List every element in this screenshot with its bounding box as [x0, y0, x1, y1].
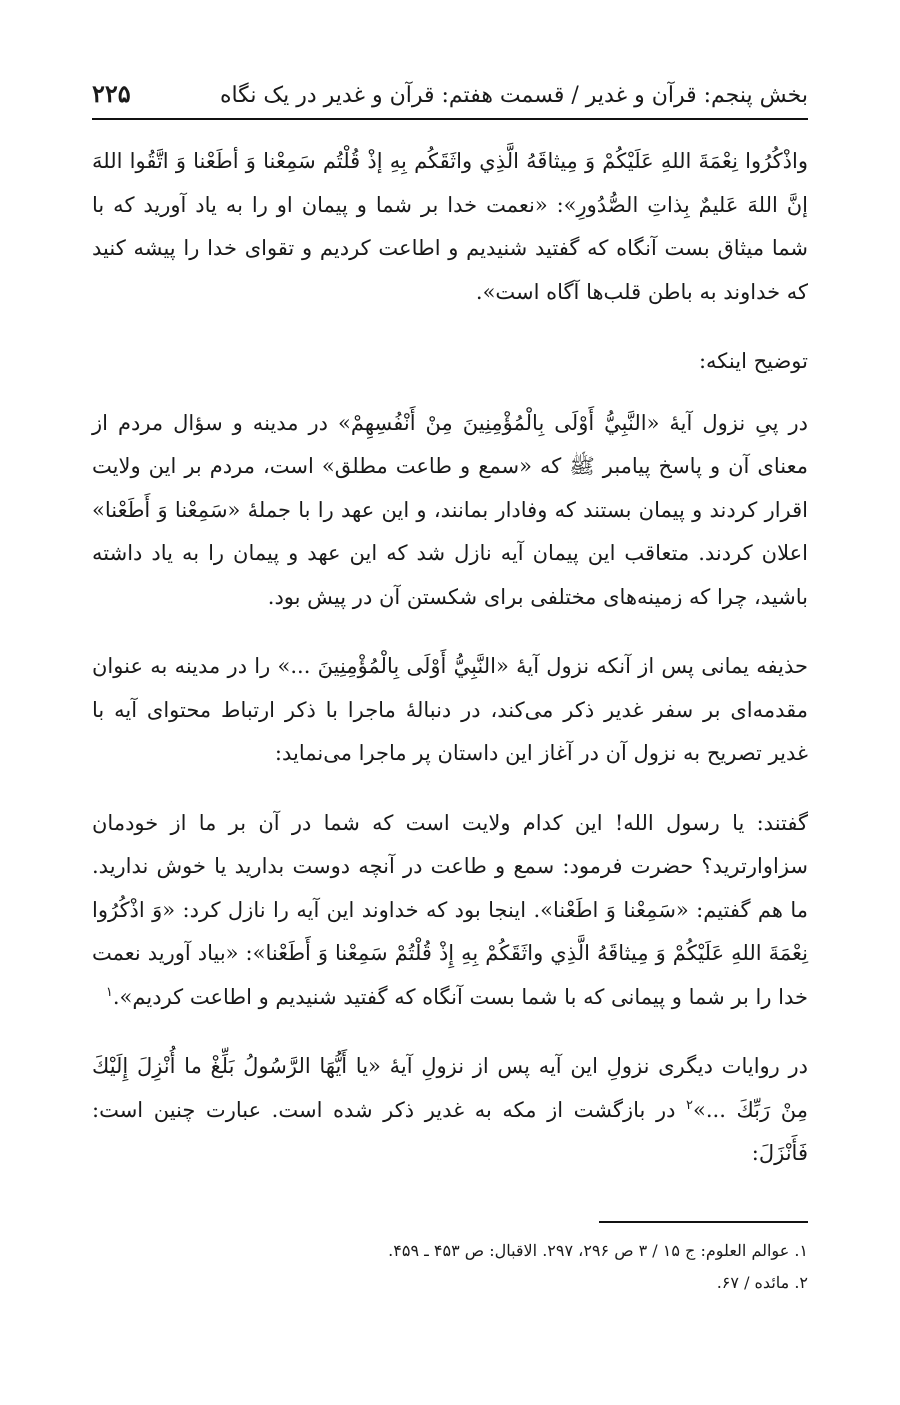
footnote-2: ۲. مائده / ۶۷. — [716, 1273, 808, 1292]
header-divider — [92, 118, 808, 120]
narration-text-part1: در روایات دیگری نزولِ این آیه پس از نزولِ آیهٔ «يا أَيُّهَا الرَّسُولُ بَلِّغْ ما أُنْزِلَ إِلَيْكَ مِنْ رَبِّكَ ...» — [92, 1054, 808, 1122]
body-text — [92, 140, 808, 1202]
paragraph-other-narrations — [92, 1045, 808, 1176]
quotation-text: گفتند: یا رسول الله! این کدام ولایت است که شما در آن بر ما از خودمان سزاوارترید؟ حضرت فرمود: سمع و طاعت در آنچه دوست بدارید یا خوش ندارید. ما هم گفتیم: «سَمِعْنا وَ اطَعْنا». اینجا بود که خداوند این آیه را نازل کرد: «وَ اذْكُرُوا نِعْمَةَ اللهِ عَلَيْكُمْ وَ مِيثاقَهُ الَّذِي واثَقَكُمْ بِهِ إِذْ قُلْتُمْ سَمِعْنا وَ أَطَعْنا»: «بیاد آورید نعمت خدا را بر شما و پیمانی که با شما بست آنگاه که گفتید شنیدیم و اطاعت کردیم». — [92, 810, 808, 1009]
paragraph-verse-continuation: واذْكُرُوا نِعْمَةَ اللهِ عَلَيْكُمْ وَ مِيثاقَهُ الَّذِي واثَقَكُم بِهِ إذْ قُلْتُم سَمِعْنا وَ أطَعْنا وَ اتَّقُوا اللهَ إنَّ اللهَ عَليمٌ بِذاتِ الصُّدُورِ»: «نعمت خدا بر شما و پیمان او را به یاد آورید که با شما میثاق بست آنگاه که گفتید شنیدیم و اطاعت کردیم و تقوای خدا را پیشه کنید که خداوند به باطن قلب‌ها آگاه است». — [92, 149, 808, 304]
footnote-ref-2[interactable]: ۲ — [686, 1097, 694, 1113]
footnote-ref-1[interactable]: ۱ — [105, 984, 113, 1000]
footnote-divider — [599, 1221, 808, 1223]
paragraph-quotation — [92, 802, 808, 1020]
page-number: ۲۲۵ — [92, 79, 131, 108]
footnotes — [92, 1235, 808, 1299]
running-header — [92, 68, 808, 108]
paragraph-explanation-heading: توضیح اینکه: — [698, 349, 808, 373]
footnote-1: ۱. عوالم العلوم: ج ۱۵ / ۳ ص ۲۹۶، ۲۹۷. الاقبال: ص ۴۵۳ ـ ۴۵۹. — [388, 1241, 808, 1260]
narration-text-part2: در بازگشت از مکه به غدیر ذکر شده است. عبارت چنین است: فَأَنْزَلَ: — [92, 1097, 808, 1165]
paragraph-revelation-context: در پیِ نزول آیهٔ «النَّبِيُّ أَوْلَى بِالْمُؤْمِنِينَ مِنْ أَنْفُسِهِمْ» در مدینه و سؤال مردم از معنای آن و پاسخ پیامبر ﷺ که «سمع و طاعت مطلق» است، مردم بر این ولایت اقرار کردند و پیمان بستند که وفادار بمانند، و این عهد را با جملهٔ «سَمِعْنا وَ أَطَعْنا» اعلان کردند. متعاقب این پیمان آیه نازل شد که این عهد و پیمان را به یاد داشته باشید، چرا که زمینه‌های مختلفی برای شکستن آن در پیش بود. — [92, 410, 808, 609]
running-title: بخش پنجم: قرآن و غدیر / قسمت هفتم: قرآن و غدیر در یک نگاه — [219, 83, 808, 108]
paragraph-hudhayfa: حذیفه یمانی پس از آنکه نزول آیهٔ «النَّبِيُّ أَوْلَى بِالْمُؤْمِنِينَ ...» را در مدینه به عنوان مقدمه‌ای بر سفر غدیر ذکر می‌کند، در دنبالهٔ ماجرا با ذکر ارتباط محتوای آیه با غدیر تصریح به نزول آن در آغاز این داستان پر ماجرا می‌نماید: — [92, 654, 808, 765]
